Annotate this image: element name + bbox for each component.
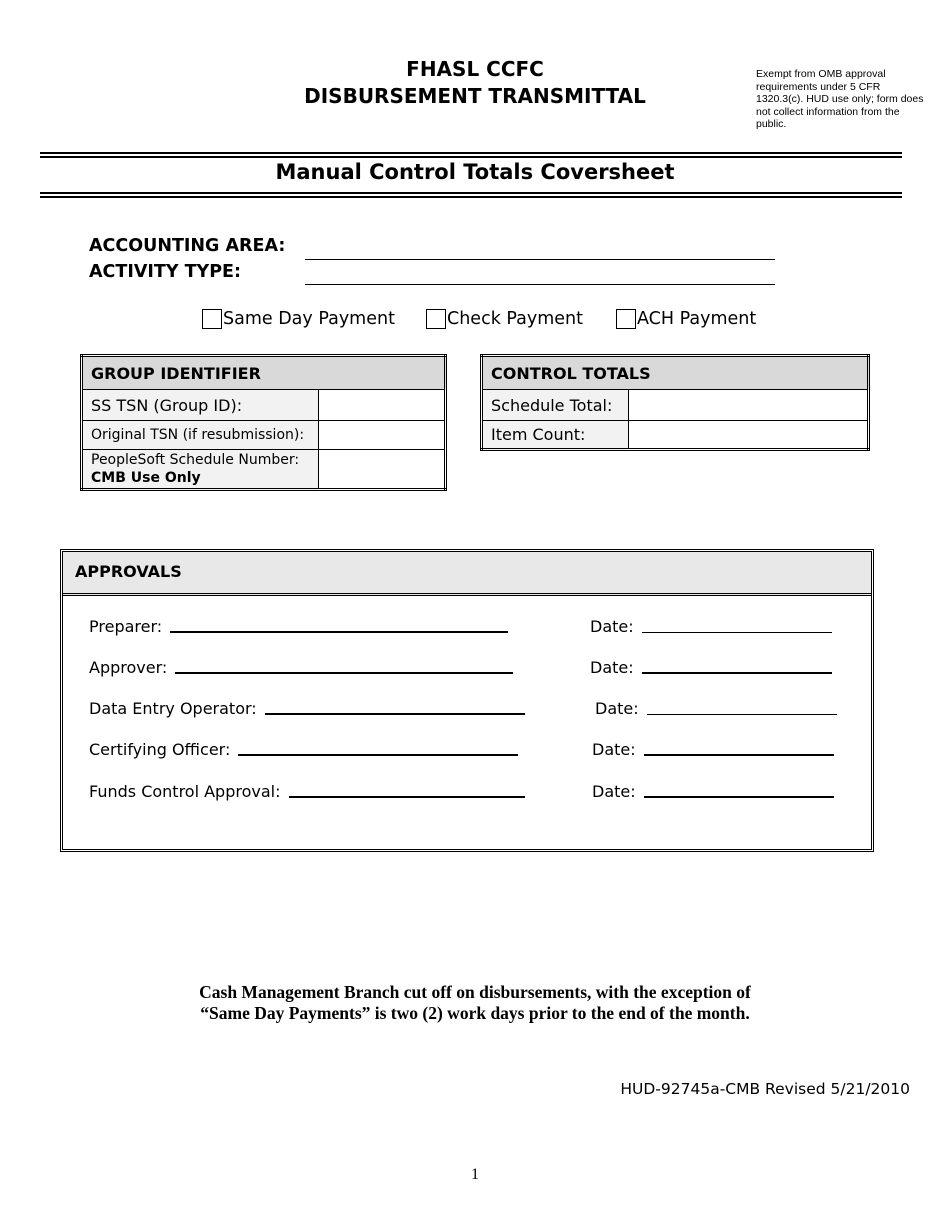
preparer-date-row: [590, 617, 832, 636]
accounting-area-label: ACCOUNTING AREA:: [89, 236, 286, 256]
funds-control-signature-line[interactable]: [289, 796, 525, 798]
certifying-officer-label: Certifying Officer:: [89, 740, 231, 759]
certifying-officer-date-row: [592, 740, 834, 759]
funds-control-date-row: [592, 782, 834, 801]
preparer-date-label: Date:: [590, 617, 634, 636]
ss-tsn-label: SS TSN (Group ID):: [82, 390, 319, 421]
same-day-payment-checkbox[interactable]: [202, 309, 222, 329]
funds-control-row: [89, 782, 525, 801]
check-payment-checkbox[interactable]: [426, 309, 446, 329]
original-tsn-label: Original TSN (if resubmission):: [82, 421, 319, 450]
funds-control-date-label: Date:: [592, 782, 636, 801]
approver-label: Approver:: [89, 658, 168, 677]
data-entry-date-line[interactable]: [647, 714, 837, 715]
item-count-input[interactable]: [629, 421, 869, 450]
cutoff-notice-line-2: “Same Day Payments” is two (2) work days prior to the end of the month.: [200, 1003, 750, 1023]
funds-control-date-line[interactable]: [644, 796, 834, 798]
peoplesoft-schedule-label: PeopleSoft Schedule Number:: [91, 452, 300, 468]
approver-date-label: Date:: [590, 658, 634, 677]
certifying-officer-date-line[interactable]: [644, 754, 834, 756]
control-totals-table: [480, 354, 870, 451]
preparer-signature-line[interactable]: [170, 631, 508, 633]
approver-date-line[interactable]: [642, 672, 832, 674]
form-title-line-1: FHASL CCFC: [406, 57, 544, 81]
cutoff-notice-line-1: Cash Management Branch cut off on disbursements, with the exception of: [199, 982, 751, 1002]
form-number: HUD-92745a-CMB Revised 5/21/2010: [620, 1080, 910, 1098]
check-payment-option[interactable]: [426, 309, 583, 329]
data-entry-signature-line[interactable]: [265, 713, 525, 715]
certifying-officer-signature-line[interactable]: [238, 754, 518, 756]
schedule-total-label: Schedule Total:: [482, 390, 629, 421]
approver-signature-line[interactable]: [175, 672, 513, 674]
cutoff-notice: [150, 982, 800, 1024]
ach-payment-checkbox[interactable]: [616, 309, 636, 329]
preparer-date-line[interactable]: [642, 632, 832, 633]
data-entry-label: Data Entry Operator:: [89, 699, 257, 718]
peoplesoft-schedule-input[interactable]: [319, 450, 446, 490]
page-number: 1: [471, 1166, 479, 1183]
form-title-line-2: DISBURSEMENT TRANSMITTAL: [304, 84, 646, 108]
same-day-payment-label: Same Day Payment: [223, 309, 395, 329]
original-tsn-input[interactable]: [319, 421, 446, 450]
activity-type-label: ACTIVITY TYPE:: [89, 262, 241, 282]
approver-row: [89, 658, 513, 677]
form-title: [250, 56, 700, 110]
preparer-row: [89, 617, 508, 636]
approver-date-row: [590, 658, 832, 677]
certifying-officer-date-label: Date:: [592, 740, 636, 759]
ach-payment-label: ACH Payment: [637, 309, 757, 329]
accounting-area-field[interactable]: [305, 259, 775, 260]
ach-payment-option[interactable]: [616, 309, 756, 329]
preparer-label: Preparer:: [89, 617, 163, 636]
data-entry-date-label: Date:: [595, 699, 639, 718]
funds-control-label: Funds Control Approval:: [89, 782, 281, 801]
activity-type-field[interactable]: [305, 284, 775, 285]
data-entry-row: [89, 699, 525, 718]
cmb-use-only-label: CMB Use Only: [91, 470, 201, 486]
same-day-payment-option[interactable]: [202, 309, 395, 329]
schedule-total-input[interactable]: [629, 390, 869, 421]
group-identifier-table: [80, 354, 447, 491]
certifying-officer-row: [89, 740, 518, 759]
group-identifier-header: GROUP IDENTIFIER: [82, 356, 446, 390]
peoplesoft-schedule-cell: [82, 450, 319, 490]
check-payment-label: Check Payment: [447, 309, 584, 329]
approvals-header: APPROVALS: [63, 552, 871, 596]
page-subtitle: Manual Control Totals Coversheet: [275, 160, 675, 184]
item-count-label: Item Count:: [482, 421, 629, 450]
top-divider: [40, 152, 902, 158]
ss-tsn-input[interactable]: [319, 390, 446, 421]
omb-exemption-notice: Exempt from OMB approval requirements under 5 CFR 1320.3(c). HUD use only; form does not collect information from the public.: [756, 68, 924, 131]
data-entry-date-row: [595, 699, 837, 718]
control-totals-header: CONTROL TOTALS: [482, 356, 869, 390]
bottom-divider: [40, 192, 902, 198]
